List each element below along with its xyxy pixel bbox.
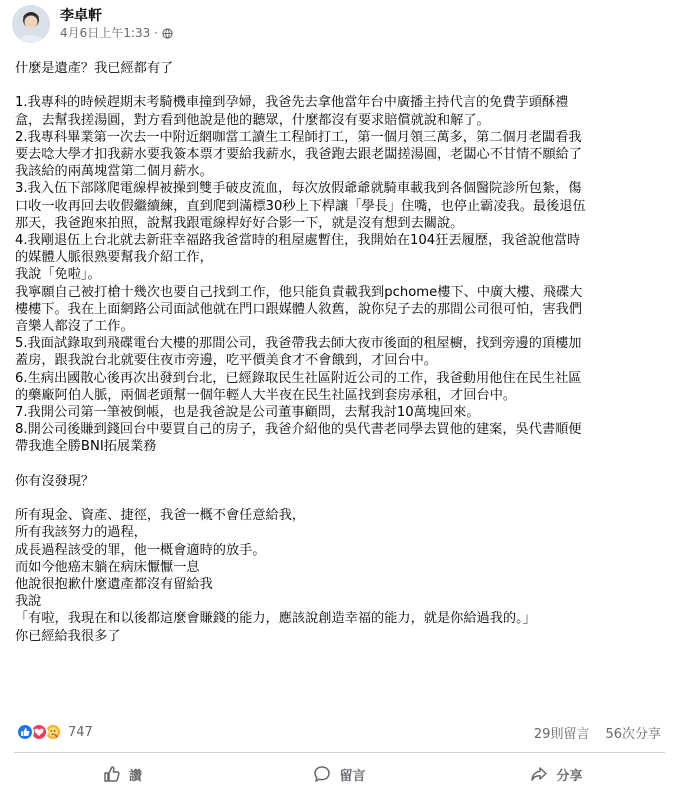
post-line: 7.我開公司第一筆被倒帳，也是我爸說是公司董事顧問，去幫我討10萬塊回來。 — [15, 405, 480, 421]
post-line: 我該給的兩萬塊當第二個月薪水。 — [15, 164, 213, 180]
post-line: 5.我面試錄取到飛碟電台大樓的那間公司，我爸帶我去師大夜市後面的租屋櫥，找到旁邊的頂樓加 — [15, 336, 582, 352]
meta-separator: · — [154, 26, 159, 40]
post-line: 8.開公司後賺到錢回台中要買自己的房子，我爸介紹他的吳代書老同學去買他的建案，吳代書順便 — [15, 422, 582, 438]
post-line: 音樂人都沒了工作。 — [15, 319, 134, 335]
post-blank-line — [15, 77, 665, 94]
post-timestamp[interactable]: 4月6日上午1:33 — [60, 26, 151, 40]
post-line: 3.我入伍下部隊爬電線桿被操到雙手破皮流血，每次放假爺爺就騎車載我到各個醫院診所包紮，傷 — [15, 181, 582, 197]
post-line: 1.我專科的時候趕期末考騎機車撞到孕婦，我爸先去拿他當年台中廣播主持代言的免費芋頭酥禮 — [15, 95, 569, 111]
post-blank-line — [15, 456, 665, 473]
post-line: 樓樓下。我在上面網路公司面試他就在門口跟媒體人敘舊，說你兒子去的那間公司很可怕，害我們 — [15, 301, 583, 317]
post-line: 他說很抱歉什麼遺產都沒有留給我 — [15, 577, 213, 593]
post-line: 所有我該努力的過程， — [15, 525, 147, 541]
avatar[interactable] — [12, 5, 50, 43]
like-button-label: 讚 — [128, 768, 142, 784]
author-name[interactable]: 李卓軒 — [60, 8, 102, 24]
post-header — [12, 4, 173, 44]
post-blank-line — [15, 490, 665, 507]
divider — [14, 752, 665, 753]
share-arrow-icon — [530, 765, 548, 783]
post-line: 的藥廠阿伯人脈，兩個老頭幫一個年輕人大半夜在民生社區找到套房承租，才回台中。 — [15, 387, 517, 403]
post-line: 而如今他癌末躺在病床懨懨一息 — [15, 559, 200, 575]
comment-button[interactable] — [231, 756, 448, 792]
post-line: 成長過程該受的罪，他一概會適時的放手。 — [15, 542, 266, 558]
post-line: 你有沒發現？ — [15, 473, 95, 489]
reaction-count[interactable]: 747 — [68, 724, 93, 740]
post-body — [15, 60, 665, 645]
post-line: 盒，去幫我搓湯圓，對方看到他說是他的聽眾，什麼都沒有要求賠償就說和解了。 — [15, 112, 490, 128]
share-button-label: 分享 — [556, 768, 583, 784]
post-line: 要去唸大學才扣我薪水要我簽本票才要給我薪水，我爸跑去跟老闆搓湯圓，老闆心不甘情不願給了 — [15, 147, 583, 162]
post-line: 我說「免啦」。 — [15, 267, 101, 283]
globe-icon — [162, 28, 173, 39]
comment-bubble-icon — [313, 765, 331, 783]
engagement-stats — [534, 722, 661, 742]
like-button[interactable] — [14, 756, 231, 792]
post-line: 2.我專科畢業第一次去一中附近網咖當工讀生工程師打工，第一個月領三萬多，第二個月老闆看我 — [15, 129, 582, 145]
post-line: 蓋房，跟我說台北就要住夜市旁邊，吃平價美食才不會餓到，才回台中。 — [15, 353, 437, 369]
post-meta — [60, 25, 173, 41]
post-line: 那天，我爸跑來拍照，說幫我跟電線桿好好合影一下，就是沒有想到去關說。 — [15, 215, 464, 231]
share-count[interactable]: 56次分享 — [605, 726, 661, 742]
like-icon — [16, 723, 34, 741]
thumbs-up-icon — [103, 765, 121, 783]
post-line: 我說 — [15, 594, 42, 610]
action-bar — [14, 756, 665, 792]
avatar-image-icon — [12, 5, 50, 43]
comment-button-label: 留言 — [339, 768, 366, 784]
comment-count[interactable]: 29則留言 — [533, 726, 590, 742]
reaction-summary[interactable] — [16, 722, 93, 742]
post-line: 所有現金、資產、捷徑，我爸一概不會任意給我， — [15, 508, 306, 524]
post-line: 我寧願自己被打槍十幾次也要自己找到工作，他只能負責載我到pchome樓下、中廣大樓、飛碟大 — [15, 284, 583, 300]
author-block — [60, 7, 173, 41]
post-line: 的媒體人脈很熟要幫我介紹工作， — [15, 250, 213, 266]
post-line: 4.我剛退伍上台北就去新莊幸福路我爸當時的租屋處暫住，我開始在104狂丟履歷，我爸說他當時 — [15, 233, 581, 249]
post-line: 帶我進全勝BNI拓展業務 — [15, 439, 157, 455]
post-line: 6.生病出國散心後再次出發到台北，已經錄取民生社區附近公司的工作，我爸動用他住在民生社區 — [15, 370, 582, 386]
share-button[interactable] — [448, 756, 665, 792]
post-line: 口收一收再回去收假繼續練，直到爬到滿標30秒上下桿讓「學長」住嘴，也停止霸凌我。最後退伍 — [15, 198, 586, 214]
post-line: 你已經給我很多了 — [15, 628, 121, 644]
post-line: 「有啦，我現在和以後都這麼會賺錢的能力，應該說創造幸福的能力，就是你給過我的。」 — [15, 611, 536, 627]
post-line: 什麼是遺產？我已經都有了 — [15, 61, 174, 76]
